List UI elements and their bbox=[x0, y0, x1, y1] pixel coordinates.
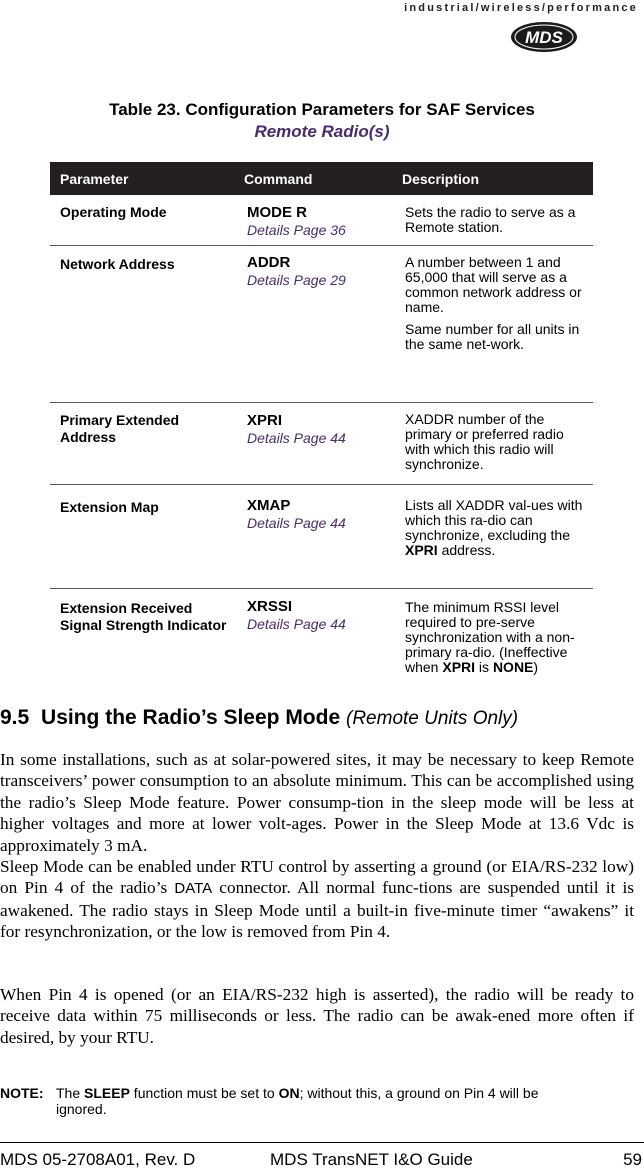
body-paragraph: Sleep Mode can be enabled under RTU control by asserting a ground (or EIA/RS-232 low) on Pin 4 of the radio’s DATA connector. All normal func-tions are suspended until it is awakened. The radio stays in Sleep Mode until a built-in five-minute timer “awakens” it for resynchronization, or the low is removed from Pin 4. bbox=[0, 857, 634, 942]
note-text: ignored. bbox=[56, 1101, 107, 1117]
table-row bbox=[50, 403, 593, 485]
row-description bbox=[405, 205, 585, 242]
row-command bbox=[247, 204, 397, 239]
logo-text: MDS bbox=[525, 28, 563, 47]
parameter-table bbox=[50, 162, 593, 703]
description-text: Lists all XADDR val-ues with which this ra-dio can synchronize, excluding the XPRI address. bbox=[405, 497, 583, 558]
row-description bbox=[405, 412, 585, 479]
row-description bbox=[405, 498, 585, 565]
description-text: A number between 1 and 65,000 that will serve as a common network address or name. bbox=[405, 254, 582, 315]
row-parameter: Network Address bbox=[60, 256, 175, 272]
row-parameter: Operating Mode bbox=[60, 204, 167, 220]
row-parameter: Extension Map bbox=[60, 499, 159, 515]
table-subtitle: Remote Radio(s) bbox=[254, 122, 390, 141]
row-parameter: Extension Received Signal Strength Indicator bbox=[60, 600, 227, 633]
table-row bbox=[50, 195, 593, 246]
body-paragraph: In some installations, such as at solar-powered sites, it may be necessary to keep Remote transceivers’ power consumption to an absolute minimum. This can be accomplished using the radio’s Sleep Mode feature. Power consump-tion in the sleep mode will be less at higher voltages and more at lower volt-ages. Power in the Sleep Mode at 13.6 Vdc is approximately 3 mA. bbox=[0, 750, 634, 855]
row-parameter: Primary Extended Address bbox=[60, 412, 180, 445]
row-command bbox=[247, 412, 397, 447]
data-connector-label: DATA bbox=[174, 880, 213, 898]
table-header bbox=[50, 162, 593, 195]
command-name: ADDR bbox=[247, 254, 291, 271]
description-text: Same number for all units in the same net-work. bbox=[405, 321, 580, 352]
footer-divider bbox=[0, 1142, 644, 1143]
column-header-description: Description bbox=[402, 171, 480, 187]
row-description bbox=[405, 600, 585, 682]
table-title: Table 23. Configuration Parameters for SAF Services bbox=[109, 100, 535, 119]
description-text: XADDR number of the primary or preferred radio with which this radio will synchronize. bbox=[405, 411, 564, 472]
mds-logo bbox=[510, 21, 578, 53]
description-text: The minimum RSSI level required to pre-serve synchronization with a non-primary ra-dio. (Ineffective when XPRI is NONE) bbox=[405, 599, 575, 675]
table-row bbox=[50, 589, 593, 703]
footer-page-number: 59 bbox=[623, 1150, 642, 1169]
footer-doc-number: MDS 05-2708A01, Rev. D bbox=[0, 1150, 196, 1169]
details-link[interactable]: Details Page 44 bbox=[247, 515, 346, 531]
command-name: XMAP bbox=[247, 497, 291, 514]
row-description bbox=[405, 255, 585, 359]
row-command bbox=[247, 598, 397, 633]
note-box: NOTE: The SLEEP function must be set to ON; without this, a ground on Pin 4 will be ignored. bbox=[0, 1085, 640, 1117]
details-link[interactable]: Details Page 44 bbox=[247, 616, 346, 632]
column-header-parameter: Parameter bbox=[60, 171, 129, 187]
body-paragraph: When Pin 4 is opened (or an EIA/RS-232 high is asserted), the radio will be ready to receive data within 75 milliseconds or less. The radio can be awak-ened more often if desired, by your RTU. bbox=[0, 985, 634, 1047]
command-name: XRSSI bbox=[247, 598, 293, 615]
row-command bbox=[247, 497, 397, 532]
footer-guide-title: MDS TransNET I&O Guide bbox=[270, 1150, 473, 1169]
row-command bbox=[247, 254, 397, 289]
table-row bbox=[50, 485, 593, 589]
command-name: MODE R bbox=[247, 204, 307, 221]
column-header-command: Command bbox=[244, 171, 313, 187]
section-subtitle: (Remote Units Only) bbox=[346, 708, 519, 729]
brand-tagline: industrial/wireless/performance bbox=[404, 2, 638, 14]
section-number: 9.5 bbox=[0, 706, 30, 729]
details-link[interactable]: Details Page 36 bbox=[247, 222, 346, 238]
section-title: Using the Radio’s Sleep Mode bbox=[41, 706, 341, 729]
section-heading bbox=[0, 706, 518, 730]
table-row bbox=[50, 246, 593, 403]
command-name: XPRI bbox=[247, 412, 283, 429]
details-link[interactable]: Details Page 44 bbox=[247, 430, 346, 446]
description-text: Sets the radio to serve as a Remote station. bbox=[405, 204, 576, 235]
details-link[interactable]: Details Page 29 bbox=[247, 272, 346, 288]
note-label: NOTE: bbox=[0, 1085, 44, 1101]
